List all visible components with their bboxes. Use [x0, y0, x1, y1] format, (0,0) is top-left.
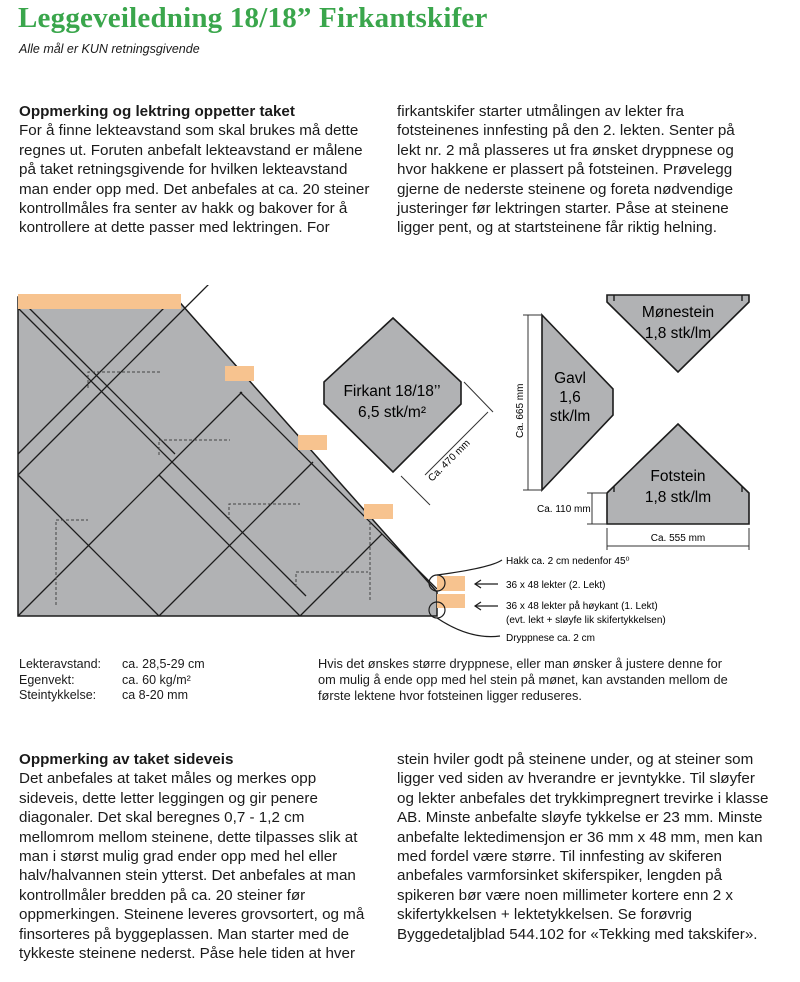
- batten-lekt1: [437, 594, 465, 608]
- batten-lekt2: [437, 576, 465, 591]
- spec-row: [19, 688, 205, 704]
- section1-text-col2: firkantskifer starter utmålingen av lekter fra fotsteinenes innfesting på den 2. lekten. Senter på lekt nr. 2 må plasseres ut fra ønsket dryppnese og hvor hakkene er plassert på fotsteinen. Prøvelegg gjerne de nederste steinene og foreta nødvendige justeringer før lektringen starter. Påse at steinene ligger pent, og at startsteinene får riktig helning.: [397, 103, 735, 237]
- batten-3: [298, 435, 327, 450]
- batten-top: [18, 294, 181, 309]
- callout-dryppnese: Dryppnese ca. 2 cm: [506, 633, 595, 644]
- callout-lekt1: 36 x 48 lekter på høykant (1. Lekt): [506, 601, 658, 612]
- callout-lekt1-note: (evt. lekt + sløyfe lik skifertykkelsen): [506, 615, 666, 626]
- section2-text-col1: Det anbefales at taket måles og merkes opp sideveis, dette letter leggingen og gir penere diagonaler. Det skal beregnes 0,7 - 1,2 cm mellomrom mellom steinene, dette tilpasses slik at man i størst mulig grad ender opp med hel eller halv/halvannen stein ytterst. Det anbefales at man kontrollmåler bredden på ca. 20 steiner før oppmerkingen. Steinene leveres grovsortert, og må finsorteres på byggeplassen. Man starter med de tykkeste steinene nederst. Påse hele tiden at hver: [19, 770, 365, 963]
- gavl-line1: Gavl: [554, 370, 586, 387]
- monestein-name: Mønestein: [641, 304, 715, 321]
- fotstein-qty: 1,8 stk/lm: [644, 489, 712, 506]
- spec-label: Egenvekt:: [19, 672, 75, 687]
- specs-list: [19, 657, 205, 704]
- page-title: Leggeveiledning 18/18” Firkantskifer: [18, 2, 488, 34]
- gavl-dimension: Ca. 665 mm: [515, 383, 526, 438]
- fotstein-height-dimension: Ca. 110 mm: [537, 504, 591, 515]
- dryppnese-leader: [437, 618, 500, 637]
- spec-value: ca. 60 kg/m²: [122, 672, 191, 687]
- section2-heading: Oppmerking av taket sideveis: [19, 751, 234, 768]
- callout-hakk: Hakk ca. 2 cm nedenfor 45⁰: [506, 556, 630, 567]
- firkant-dimension: Ca. 470 mm: [426, 437, 473, 485]
- section1-heading: Oppmerking og lektring oppetter taket: [19, 103, 295, 120]
- section2-column1: [19, 750, 379, 963]
- gavl-line3: stk/lm: [549, 408, 591, 425]
- section1-column1: [19, 102, 375, 238]
- fotstein-width-dimension: Ca. 555 mm: [650, 533, 706, 544]
- spec-value: ca 8-20 mm: [122, 688, 188, 703]
- batten-2: [225, 366, 254, 381]
- dryppnese-note: Hvis det ønskes større dryppnese, eller man ønsker å justere denne for om mulig å ende opp med hel stein på mønet, kan avstanden mellom de første lektene hvor fotsteinen ligger reduseres.: [318, 656, 728, 704]
- spec-label: Steintykkelse:: [19, 688, 97, 703]
- spec-label: Lekteravstand:: [19, 657, 101, 671]
- hakk-leader: [437, 560, 502, 575]
- gavl-line2: 1,6: [559, 389, 581, 406]
- page-subtitle: Alle mål er KUN retningsgivende: [19, 42, 200, 56]
- callout-lekt2: 36 x 48 lekter (2. Lekt): [506, 580, 606, 591]
- firkant-qty: 6,5 stk/m²: [357, 404, 427, 421]
- fotstein-name: Fotstein: [650, 468, 706, 485]
- firkant-name: Firkant 18/18’’: [343, 383, 441, 400]
- roof-layout-diagram: [0, 285, 800, 650]
- spec-row: [19, 657, 205, 673]
- section1-column2: [397, 102, 759, 238]
- batten-4: [364, 504, 393, 519]
- spec-value: ca. 28,5-29 cm: [122, 657, 205, 671]
- section1-text-col1: For å finne lekteavstand som skal brukes må dette regnes ut. Foruten anbefalt lekteavstand er målene på taket retningsgivende for hvilken lekteavstand man ender opp med. Det anbefales at ca. 20 steiner kontrollmåles fra senter av hakk og bakover for å kontrollere at dette passer med lektringen. For: [19, 122, 370, 237]
- section2-text-col2: stein hviler godt på steinene under, og at steiner som ligger ved siden av hverandre er jevntykke. Til sløyfer og lekter anbefales det trykkimpregnert trevirke i klasse AB. Minste anbefalte sløyfe tykkelse er 23 mm. Minste anbefalte lektedimensjon er 36 mm x 48 mm, men kan med fordel være større. Til innfesting av skiferen anbefales varmforsinket skiferspiker, lengden på spikeren bør være noen millimeter kortere enn 2 x skifertykkelsen + lektetykkelsen. Se forøvrig Byggedetaljblad 544.102 for «Tekking med takskifer».: [397, 751, 769, 943]
- monestein-qty: 1,8 stk/lm: [644, 325, 712, 342]
- section2-column2: [397, 750, 772, 944]
- spec-row: [19, 673, 205, 689]
